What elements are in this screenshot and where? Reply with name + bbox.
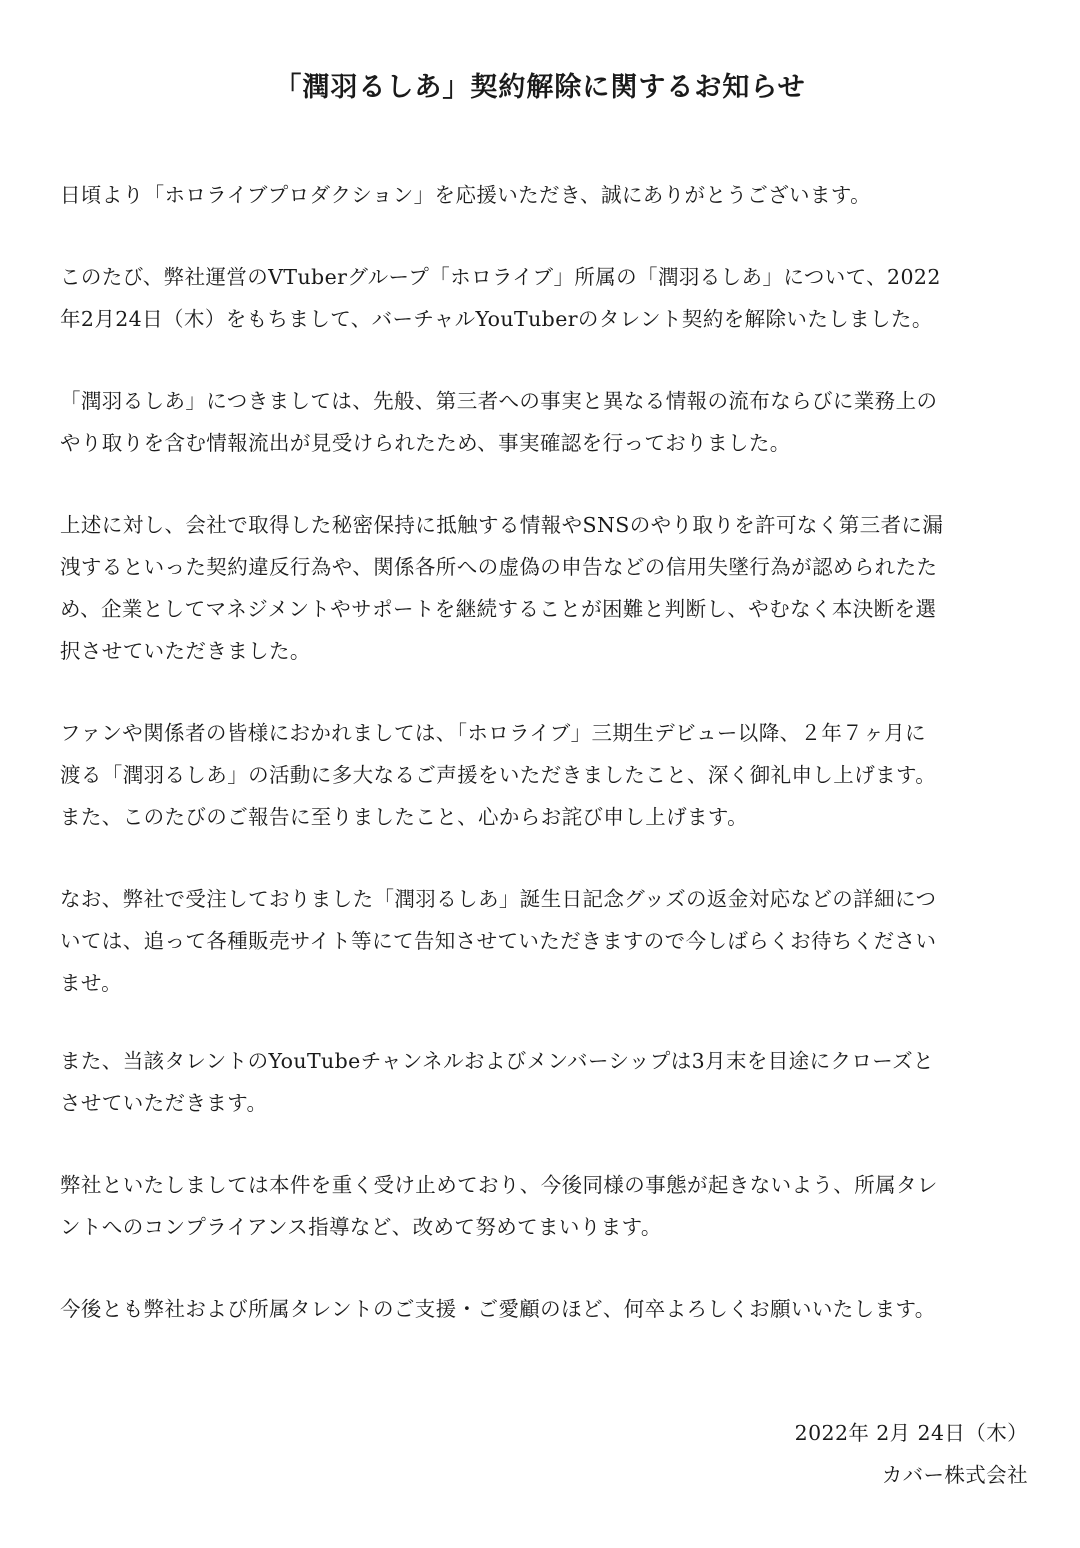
paragraph-background: [60, 380, 1026, 464]
paragraph-thanks-apology: [60, 712, 1026, 838]
notice-title: 「潤羽るしあ」契約解除に関するお知らせ: [274, 72, 806, 103]
paragraph-line: 洩するといった契約違反行為や、関係各所への虚偽の申告などの信用失墜行為が認められたた: [60, 555, 938, 579]
paragraph-line: 渡る「潤羽るしあ」の活動に多大なるご声援をいただきましたこと、深く御礼申し上げます。: [60, 763, 937, 787]
paragraph-closing: [60, 1288, 1026, 1330]
paragraph-line: 弊社といたしましては本件を重く受け止めており、今後同様の事態が起きないよう、所属タレ: [60, 1173, 938, 1197]
signature-date: 2022年 2月 24日（木）: [794, 1421, 1028, 1445]
paragraph-line: ませ。: [60, 971, 123, 995]
paragraph-line: 日頃より「ホロライブプロダクション」を応援いただき、誠にありがとうございます。: [60, 183, 871, 207]
paragraph-line: ントへのコンプライアンス指導など、改めて努めてまいります。: [60, 1215, 662, 1239]
paragraph-line: 択させていただきました。: [60, 639, 311, 663]
paragraph-line: 「潤羽るしあ」につきましては、先般、第三者への事実と異なる情報の流布ならびに業務上の: [60, 389, 938, 413]
signature-company: カバー株式会社: [881, 1463, 1028, 1487]
paragraph-line: 年2月24日（木）をもちまして、バーチャルYouTuberのタレント契約を解除いたしました。: [60, 307, 933, 331]
paragraph-channel-closure: [60, 1040, 1026, 1124]
paragraph-line: また、当該タレントのYouTubeチャンネルおよびメンバーシップは3月末を目途にクローズと: [60, 1049, 934, 1073]
paragraph-line: このたび、弊社運営のVTuberグループ「ホロライブ」所属の「潤羽るしあ」について、2022: [60, 265, 941, 289]
paragraph-line: させていただきます。: [60, 1091, 268, 1115]
paragraph-compliance: [60, 1164, 1026, 1248]
paragraph-line: いては、追って各種販売サイト等にて告知させていただきますので今しばらくお待ちください: [60, 929, 937, 953]
paragraph-line: 今後とも弊社および所属タレントのご支援・ご愛顧のほど、何卒よろしくお願いいたします。: [60, 1297, 936, 1321]
paragraph-line: 上述に対し、会社で取得した秘密保持に抵触する情報やSNSのやり取りを許可なく第三者に漏: [60, 513, 944, 537]
paragraph-refund: [60, 878, 1026, 1004]
paragraph-greeting: [60, 174, 1026, 216]
paragraph-reason: [60, 504, 1026, 672]
signature-block: [795, 1412, 1028, 1496]
paragraph-line: ファンや関係者の皆様におかれましては、「ホロライブ」三期生デビュー以降、２年７ヶ月に: [60, 721, 926, 745]
paragraph-line: め、企業としてマネジメントやサポートを継続することが困難と判断し、やむなく本決断を選: [60, 597, 937, 621]
paragraph-contract-termination: [60, 256, 1026, 340]
paragraph-line: なお、弊社で受注しておりました「潤羽るしあ」誕生日記念グッズの返金対応などの詳細につ: [60, 887, 937, 911]
paragraph-line: やり取りを含む情報流出が見受けられたため、事実確認を行っておりました。: [60, 431, 791, 455]
paragraph-line: また、このたびのご報告に至りましたこと、心からお詫び申し上げます。: [60, 805, 749, 829]
